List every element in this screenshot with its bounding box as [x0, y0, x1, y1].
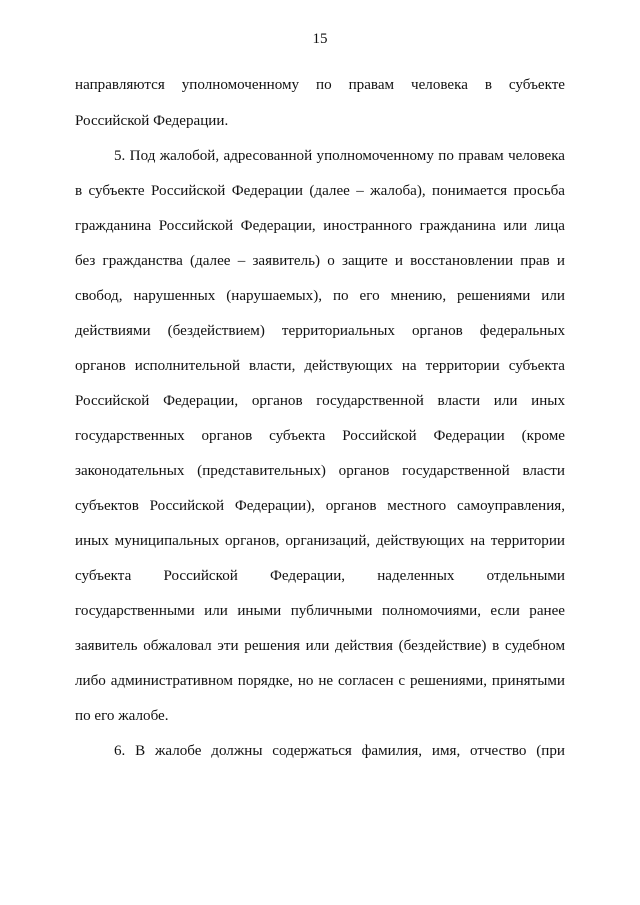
page-number: 15 — [312, 31, 328, 47]
paragraph-5-start: 5. Под жалобой, адресованной уполномоченному по правам человека — [114, 148, 565, 164]
text-line: направляются уполномоченному по правам человека в субъекте — [75, 77, 565, 93]
text-line: субъектов Российской Федерации), органов местного самоуправления, — [75, 498, 565, 514]
text-line: либо административном порядке, но не согласен с решениями, принятыми — [75, 673, 565, 689]
text-line: Российской Федерации. — [75, 113, 229, 129]
text-line: государственных органов субъекта Российской Федерации (кроме — [75, 428, 565, 444]
text-line: гражданина Российской Федерации, иностранного гражданина или лица — [75, 218, 565, 234]
text-line: государственными или иными публичными полномочиями, если ранее — [75, 603, 565, 619]
text-line: без гражданства (далее – заявитель) о защите и восстановлении прав и — [75, 253, 565, 269]
text-line: законодательных (представительных) органов государственной власти — [75, 463, 565, 479]
text-line: субъекта Российской Федерации, наделенных отдельными — [75, 568, 565, 584]
text-line: иных муниципальных органов, организаций, действующих на территории — [75, 533, 565, 549]
text-line: действиями (бездействием) территориальных органов федеральных — [75, 323, 565, 339]
text-line: органов исполнительной власти, действующих на территории субъекта — [75, 358, 565, 374]
text-line: заявитель обжаловал эти решения или действия (бездействие) в судебном — [75, 638, 565, 654]
text-line: Российской Федерации, органов государственной власти или иных — [75, 393, 565, 409]
text-line: в субъекте Российской Федерации (далее – жалоба), понимается просьба — [75, 183, 565, 199]
paragraph-6-start: 6. В жалобе должны содержаться фамилия, имя, отчество (при — [114, 743, 565, 759]
text-line: свобод, нарушенных (нарушаемых), по его мнению, решениями или — [75, 288, 565, 304]
text-line: по его жалобе. — [75, 708, 169, 724]
